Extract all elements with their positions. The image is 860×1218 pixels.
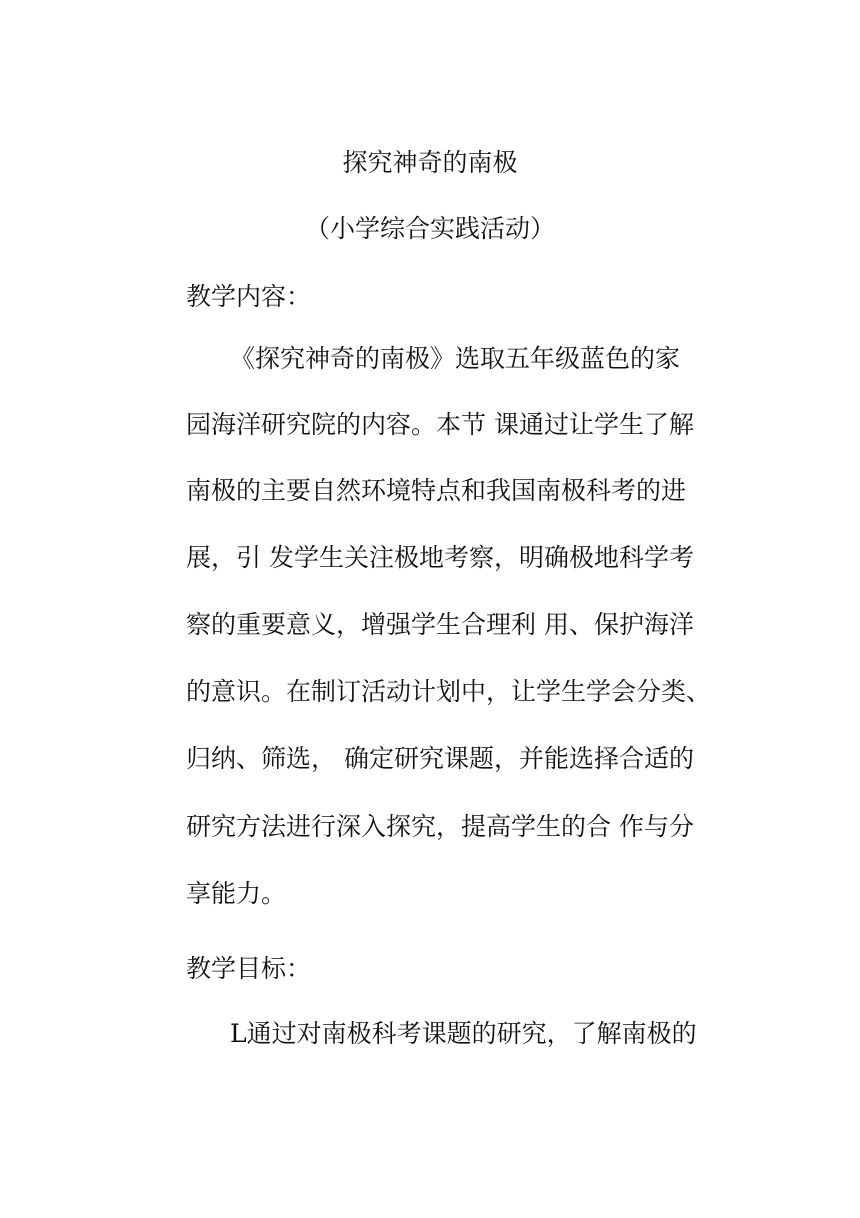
paragraph-line: 展，引 发学生关注极地考察，明确极地科学考 [186,543,694,572]
paragraph-line: L通过对南极科考课题的研究，了解南极的 [230,1019,697,1048]
paragraph-line: 归纳、筛选， 确定研究课题，并能选择合适的 [186,744,694,773]
paragraph-line: 研究方法进行深入探究，提高学生的合 作与分 [186,812,694,841]
paragraph-line: 享能力。 [186,879,287,908]
document-title: 探究神奇的南极 [342,148,518,177]
paragraph-line: 察的重要意义，增强学生合理利 用、保护海洋 [186,610,694,639]
paragraph-line: 《探究神奇的南极》选取五年级蓝色的家 [230,344,681,373]
section-heading-goals: 教学目标： [186,954,312,983]
paragraph-line: 南极的主要自然环境特点和我国南极科考的进 [186,476,687,505]
paragraph-line: 园海洋研究院的内容。本节 课通过让学生了解 [186,410,694,439]
document-subtitle: （小学综合实践活动） [304,214,555,243]
paragraph-line: 的意识。在制订活动计划中，让学生学会分类、 [186,677,712,706]
section-heading-content: 教学内容： [186,282,312,311]
